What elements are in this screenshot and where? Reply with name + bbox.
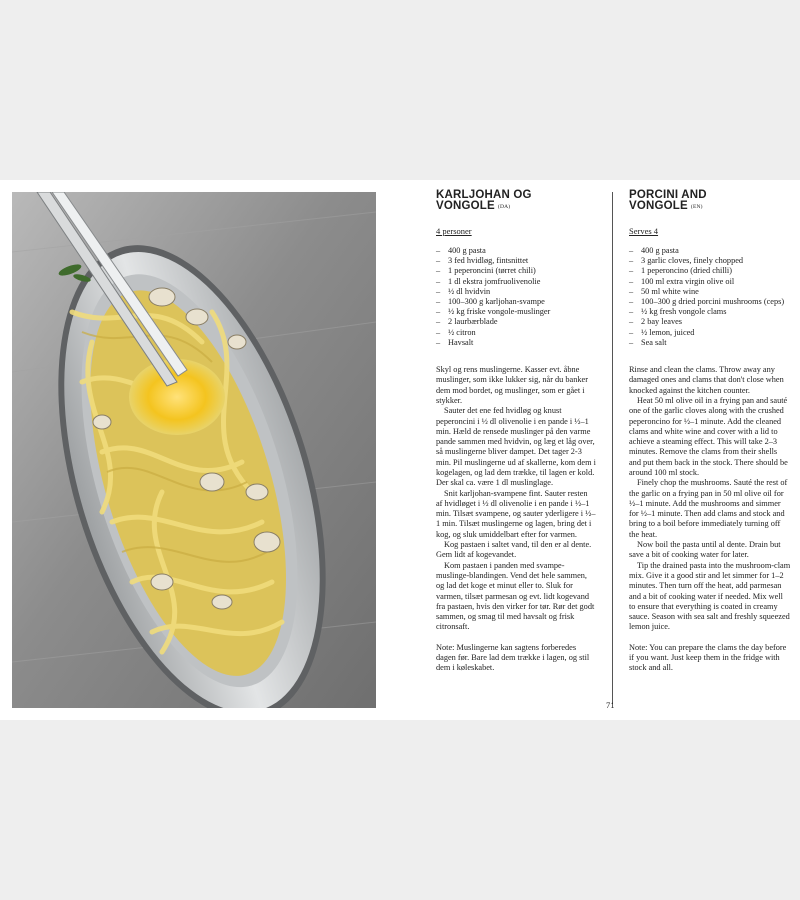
ingredient-item: – 3 garlic cloves, finely chopped (629, 256, 791, 266)
recipe-note: Note: Muslingerne kan sagtens forberedes dagen før. Bare lad dem trække i lagen, og stil dem i køleskabet. (436, 642, 590, 673)
method-paragraph: Skyl og rens muslingerne. Kasser evt. åbne muslinger, som ikke lukker sig, når du banker dem mod bordet, og muslinger, som er gået i stykker. (436, 365, 588, 405)
method-paragraph: Rinse and clean the clams. Throw away any damaged ones and clams that don't close when knocked against the kitchen counter. (629, 365, 784, 395)
ingredient-item: – 100 ml extra virgin olive oil (629, 277, 791, 287)
serves-label: 4 personer (436, 226, 472, 236)
column-divider (612, 192, 613, 704)
ingredient-item: – 3 fed hvidløg, fintsnittet (436, 256, 596, 266)
ingredient-item: – 400 g pasta (436, 246, 596, 256)
method-text (629, 365, 791, 674)
ingredient-item: – ½ lemon, juiced (629, 328, 791, 338)
ingredient-item: – 100–300 g karljohan-svampe (436, 297, 596, 307)
language-tag: (DA) (497, 204, 511, 210)
method-paragraph: Sauter det ene fed hvidløg og knust peperoncini i ½ dl olivenolie i en pande i ½–1 min. Hæld de rensede muslinger på den varme pande sammen med hvidvin, og læg et låg over, så muslingerne bliver dampet. Det tager 2-3 min. Pil muslingerne ud af skallerne, kom dem i kogelagen, og lad dem trække, til lagen er kold. Der skal ca. være 1 dl muslinglage. (436, 406, 596, 488)
pasta-photo (12, 192, 376, 708)
title-line-2: VONGOLE (629, 200, 688, 212)
ingredient-item: – Sea salt (629, 338, 791, 348)
ingredient-item: – ½ dl hvidvin (436, 287, 596, 297)
method-paragraph: Finely chop the mushrooms. Sauté the rest of the garlic on a frying pan in 50 ml olive oil for ½–1 minute. Add the mushrooms and simmer for ½–1 minute. Then add clams and stock and bring to a boil before immediately turning off the heat. (629, 478, 788, 539)
ingredient-item: – 100–300 g dried porcini mushrooms (ceps) (629, 297, 791, 307)
recipe-title-danish (436, 190, 596, 212)
page-number: 71 (606, 700, 615, 710)
ingredient-item: – Havsalt (436, 338, 596, 348)
method-paragraph: Tip the drained pasta into the mushroom-clam mix. Give it a good stir and let simmer for 1–2 minutes. Then turn off the heat, add parmesan and a bit of cooking water if needed. Mix well to ensure that everything is coated in creamy sauce. Season with sea salt and freshly squeezed lemon juice. (629, 560, 791, 632)
method-paragraph: Now boil the pasta until al dente. Drain but save a bit of cooking water for later. (629, 540, 781, 560)
title-line-1: PORCINI AND (629, 189, 707, 201)
method-paragraph: Heat 50 ml olive oil in a frying pan and sauté one of the garlic cloves along with the crushed peperoncino for ½–1 minute. Add the cleaned clams and white wine and cover with a lid to achieve a steaming effect. This will take 2–3 minutes. Remove the clams from their shells and put them back in the stock. There should be around 100 ml stock. (629, 395, 788, 477)
ingredient-item: – ½ kg fresh vongole clams (629, 307, 791, 317)
method-text (436, 365, 596, 674)
food-photo-icon (12, 192, 376, 708)
method-paragraph: Kog pastaen i saltet vand, til den er al dente. Gem lidt af kogevandet. (436, 540, 592, 560)
ingredient-list (436, 246, 596, 348)
danish-recipe-column (436, 190, 596, 674)
ingredient-item: – 2 laurbærblade (436, 317, 596, 327)
serves-label: Serves 4 (629, 226, 659, 236)
language-tag: (EN) (690, 204, 703, 210)
title-line-2: VONGOLE (436, 200, 495, 212)
ingredient-item: – ½ citron (436, 328, 596, 338)
ingredient-list (629, 246, 791, 348)
title-line-1: KARLJOHAN OG (436, 189, 532, 201)
ingredient-item: – ½ kg friske vongole-muslinger (436, 307, 596, 317)
ingredient-item: – 1 peperoncino (dried chilli) (629, 266, 791, 276)
recipe-title-english (629, 190, 791, 212)
ingredient-item: – 2 bay leaves (629, 317, 791, 327)
recipe-note: Note: You can prepare the clams the day before if you want. Just keep them in the fridge with stock and all. (629, 642, 787, 673)
ingredient-item: – 1 dl ekstra jomfruolivenolie (436, 277, 596, 287)
method-paragraph: Snit karljohan-svampene fint. Sauter resten af hvidløget i ½ dl olivenolie i en pande i ½–1 min. Tilsæt svampene, og sauter yderligere i ½–1 min. Tilsæt muslingerne og lagen, bring det i kog, og sluk umiddelbart efter for varmen. (436, 488, 596, 539)
method-paragraph: Kom pastaen i panden med svampe-muslinge-blandingen. Vend det hele sammen, og lad det koge et minut eller to. Sluk for varmen, tilsæt parmesan og evt. lidt kogevand fra pastaen, hvis den virker for tør. Rør det godt sammen, og smag til med havsalt og frisk citronsaft. (436, 560, 595, 632)
ingredient-item: – 50 ml white wine (629, 287, 791, 297)
book-page (0, 180, 800, 720)
ingredient-item: – 1 peperoncini (tørret chili) (436, 266, 596, 276)
ingredient-item: – 400 g pasta (629, 246, 791, 256)
english-recipe-column (629, 190, 791, 674)
